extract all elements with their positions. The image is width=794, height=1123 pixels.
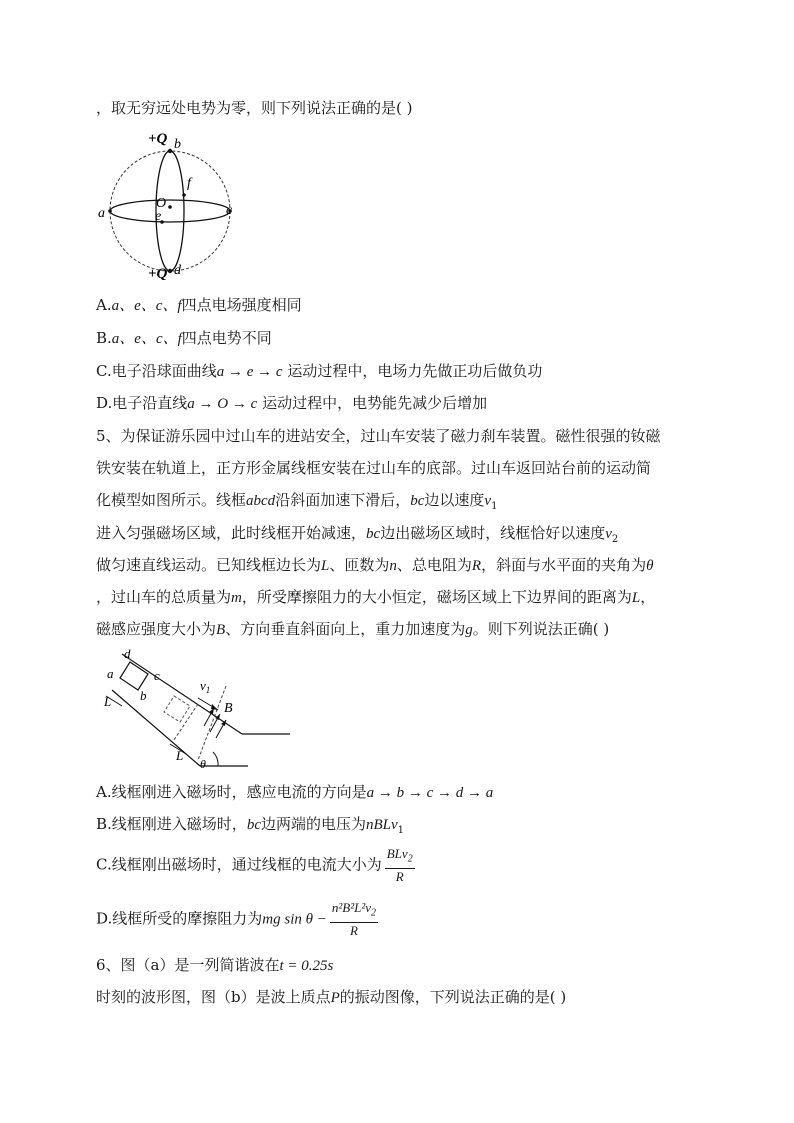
q5-option-b: B.线框刚进入磁场时，bc边两端的电压为nBLv$_1$ xyxy=(96,815,405,836)
label-a: a xyxy=(98,206,105,221)
fig-label-a: a xyxy=(107,666,114,681)
q5-option-d: D.线框所受的摩擦阻力为mg sin θ − $\frac{n^2B^2L^2v_2}{R}$ xyxy=(96,900,376,938)
q6-line-2: 时刻的波形图，图（b）是波上质点P的振动图像，下列说法正确的是( ) xyxy=(96,988,567,1006)
q5-option-c: C.线框刚出磁场时，通过线框的电流大小为 $\frac{BLv_2}{R}$ xyxy=(96,846,413,884)
sphere-charge-figure xyxy=(98,128,248,280)
q5-line-5: 做匀速直线运动。已知线框边长为L、匝数为n、总电阻为R，斜面与水平面的夹角为θ xyxy=(96,556,654,574)
fig-label-v: $v_1$ xyxy=(200,678,211,695)
label-e: e xyxy=(155,209,162,224)
incline-magnetic-field-figure xyxy=(100,648,310,774)
fig-label-b: b xyxy=(140,688,147,703)
fig-label-L-bottom: L xyxy=(176,748,184,763)
label-O: O xyxy=(156,196,167,211)
q5-line-3: 化模型如图所示。线框abcd沿斜面加速下滑后，bc边以速度$v_1$ xyxy=(96,491,498,512)
label-b: b xyxy=(174,137,181,152)
q4-option-b: B.a、e、c、f四点电势不同 xyxy=(96,329,272,347)
q5-line-2: 铁安装在轨道上，正方形金属线框安装在过山车的底部。过山车返回站台前的运动简 xyxy=(96,459,652,477)
q6-line-1: 6、图（a）是一列简谐波在t = 0.25s xyxy=(96,956,334,974)
label-c: c xyxy=(226,203,233,218)
q4-intro: ，取无穷远处电势为零，则下列说法正确的是( ) xyxy=(96,99,413,117)
label-d: d xyxy=(174,263,181,278)
top-charge-label: +Q xyxy=(148,131,168,147)
q4-option-a: A.a、e、c、f四点电场强度相同 xyxy=(96,296,302,314)
fig-label-theta: θ xyxy=(200,757,206,771)
q5-line-6: ，过山车的总质量为m，所受摩擦阻力的大小恒定，磁场区域上下边界间的距离为L， xyxy=(96,588,656,606)
q5-option-a: A.线框刚进入磁场时，感应电流的方向是a → b → c → d → a xyxy=(96,783,494,801)
q4-option-d: D.电子沿直线a → O → c 运动过程中，电势能先减少后增加 xyxy=(96,394,488,412)
q5-line-1: 5、为保证游乐园中过山车的进站安全，过山车安装了磁力刹车装置。磁性很强的钕磁 xyxy=(96,427,661,445)
bottom-charge-label: +Q xyxy=(148,266,168,280)
fig-label-B: B xyxy=(224,701,233,716)
q5-line-7: 磁感应强度大小为B、方向垂直斜面向上，重力加速度为g。则下列说法正确( ) xyxy=(96,620,610,638)
label-f: f xyxy=(187,176,191,191)
fig-label-L-top: L xyxy=(104,694,112,709)
q5-line-4: 进入匀强磁场区域，此时线框开始减速，bc边出磁场区域时，线框恰好以速度$v_2$ xyxy=(96,524,619,545)
q4-option-c: C.电子沿球面曲线a → e → c 运动过程中，电场力先做正功后做负功 xyxy=(96,362,543,380)
fig-label-c: c xyxy=(154,668,160,683)
fig-label-d: d xyxy=(124,648,131,661)
